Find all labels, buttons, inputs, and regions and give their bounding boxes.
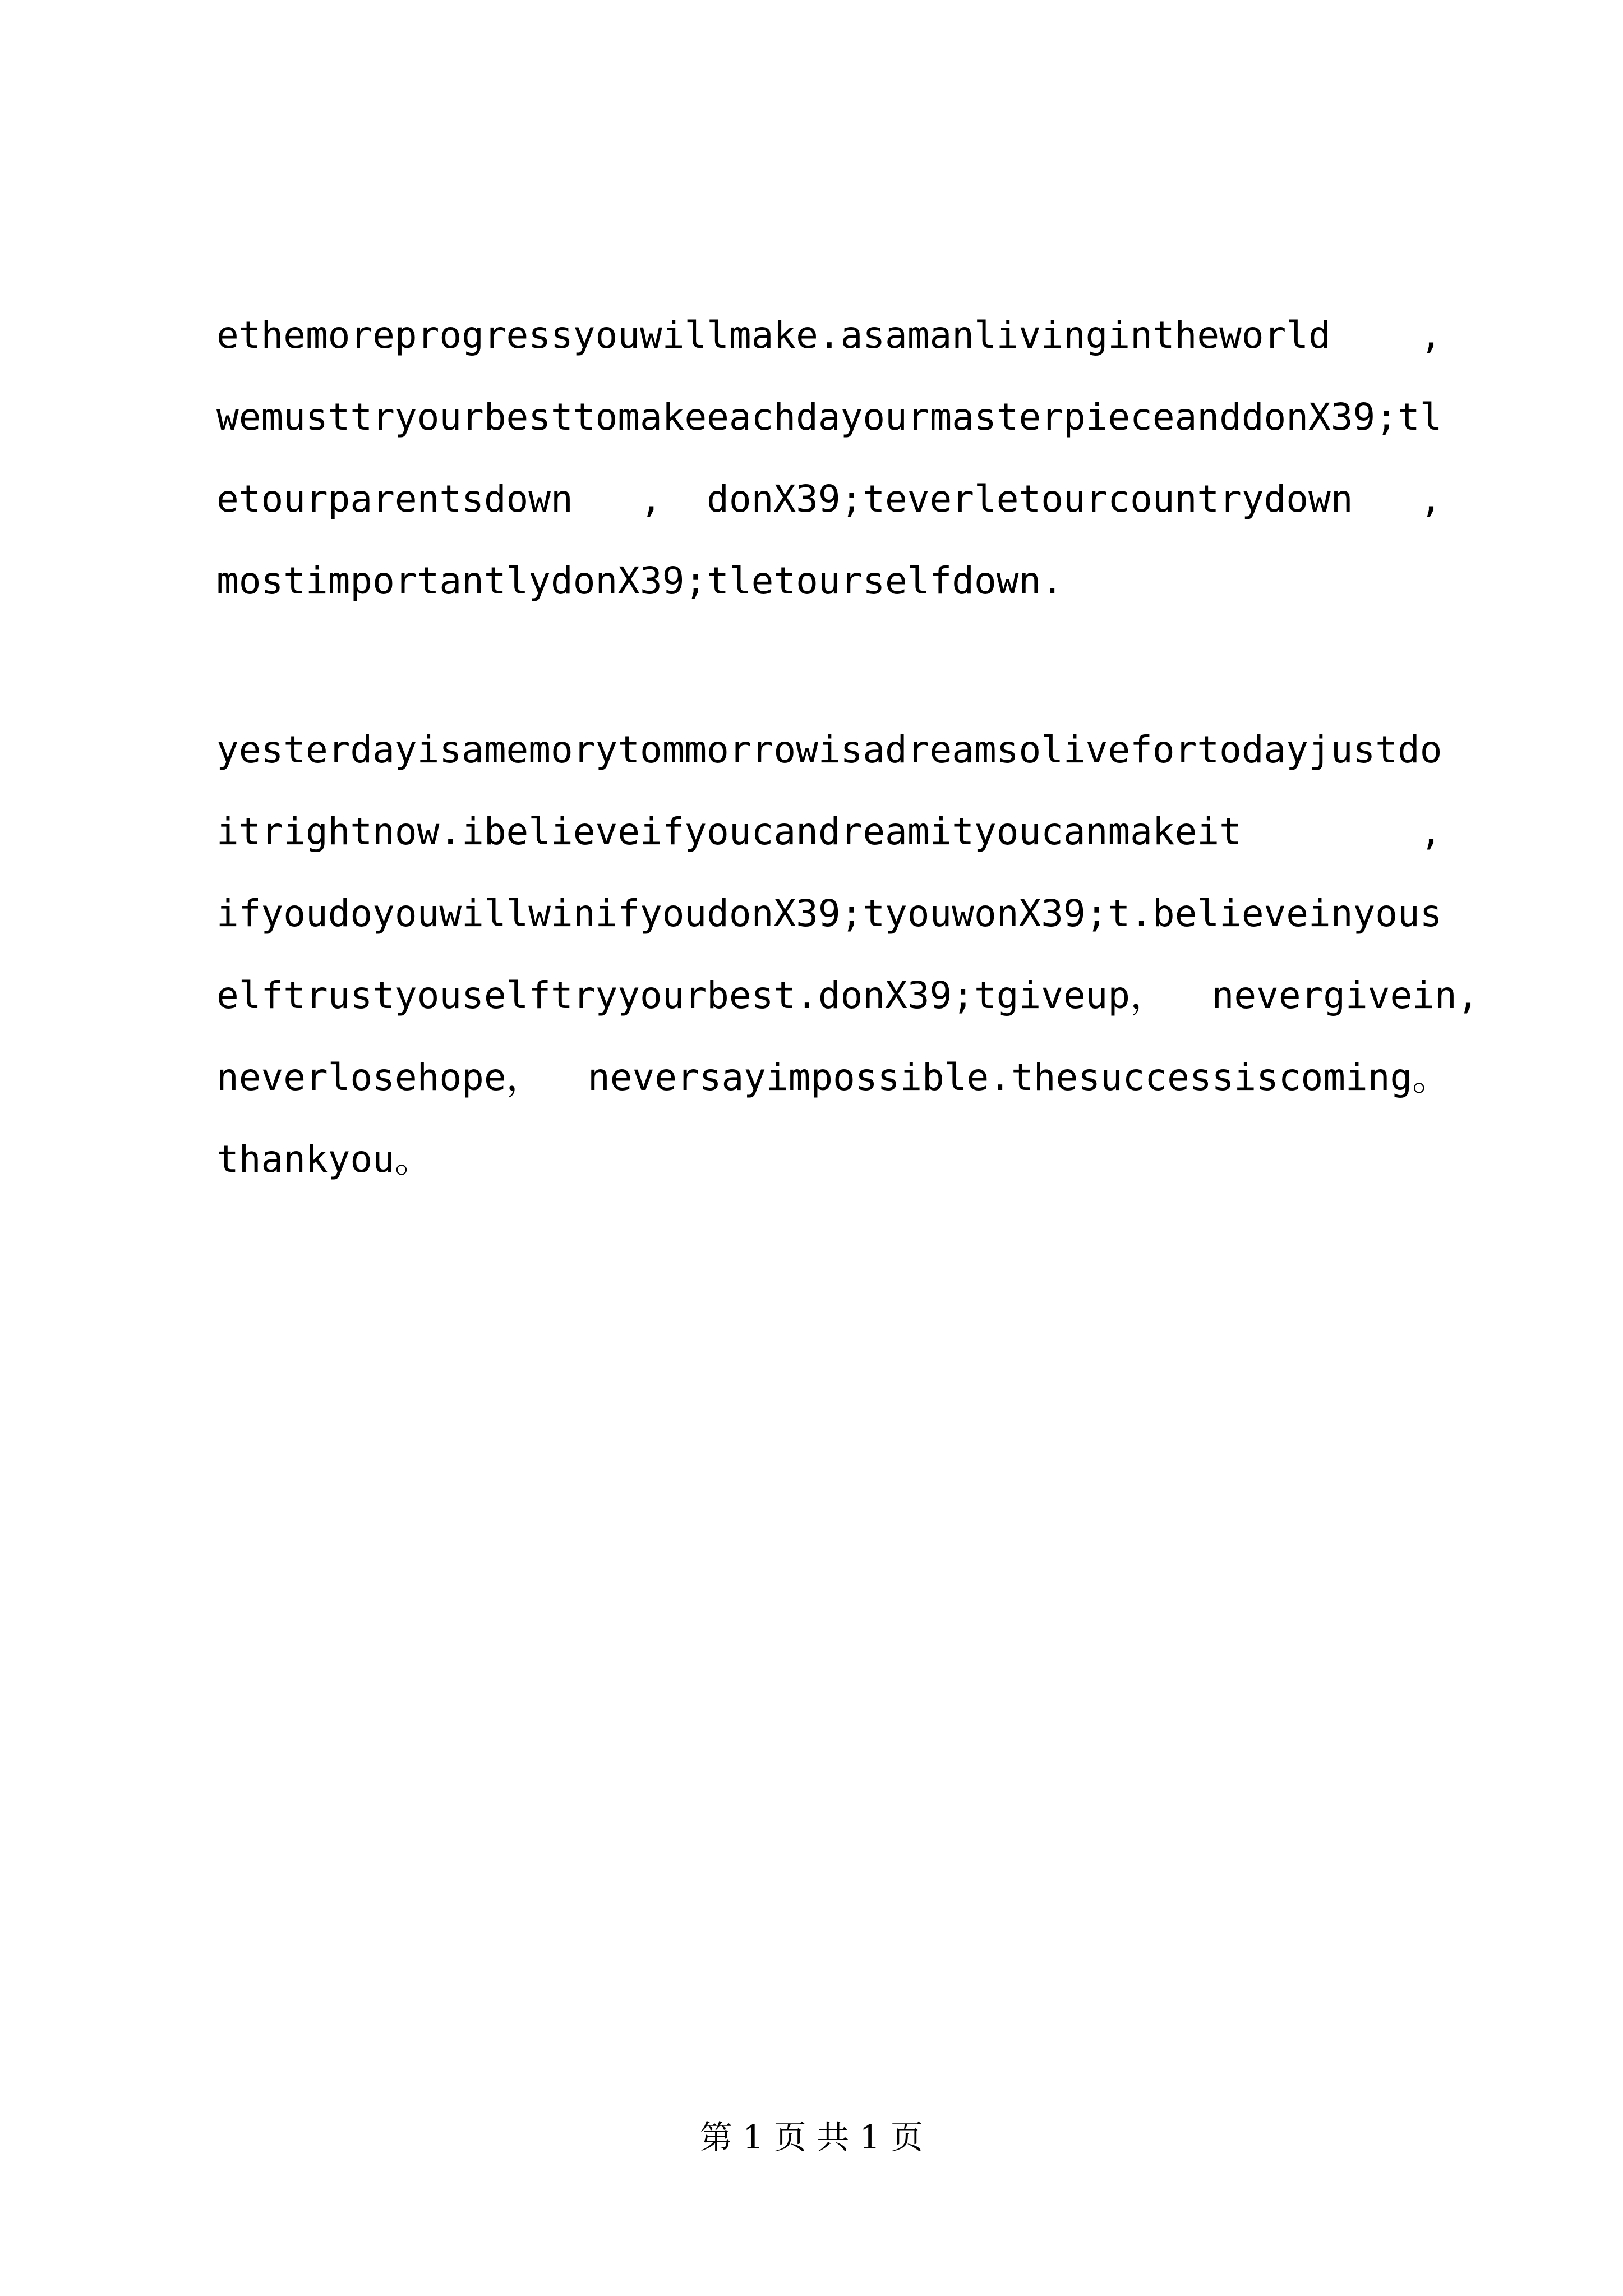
text-line: yesterdayisamemorytommorrowisadreamsolivefortodayjustdo — [216, 728, 1442, 771]
text-line: mostimportantlydonX39;tletourselfdown. — [216, 559, 1063, 602]
paragraph-1 — [216, 307, 1442, 602]
text-line: ethemoreprogressyouwillmake.asamanlivingintheworld , — [216, 314, 1442, 357]
text-line: neverlosehope， neversayimpossible.thesuccessiscoming。 — [216, 1056, 1450, 1099]
paragraph-2 — [216, 722, 1479, 1181]
text-line: etourparentsdown , donX39;teverletourcountrydown , — [216, 477, 1442, 521]
text-line: ifyoudoyouwillwinifyoudonX39;tyouwonX39;t.believeinyous — [216, 892, 1442, 935]
text-line: thankyou。 — [216, 1138, 432, 1181]
text-line: elftrustyouselftryyourbest.donX39;tgiveup， nevergivein, — [216, 974, 1479, 1017]
text-line: itrightnow.ibelieveifyoucandreamityoucanmakeit , — [216, 810, 1442, 853]
text-line: wemusttryourbesttomakeeachdayourmasterpieceanddonX39;tl — [216, 395, 1442, 439]
page-number-footer: 第 1 页 共 1 页 — [700, 2118, 923, 2156]
